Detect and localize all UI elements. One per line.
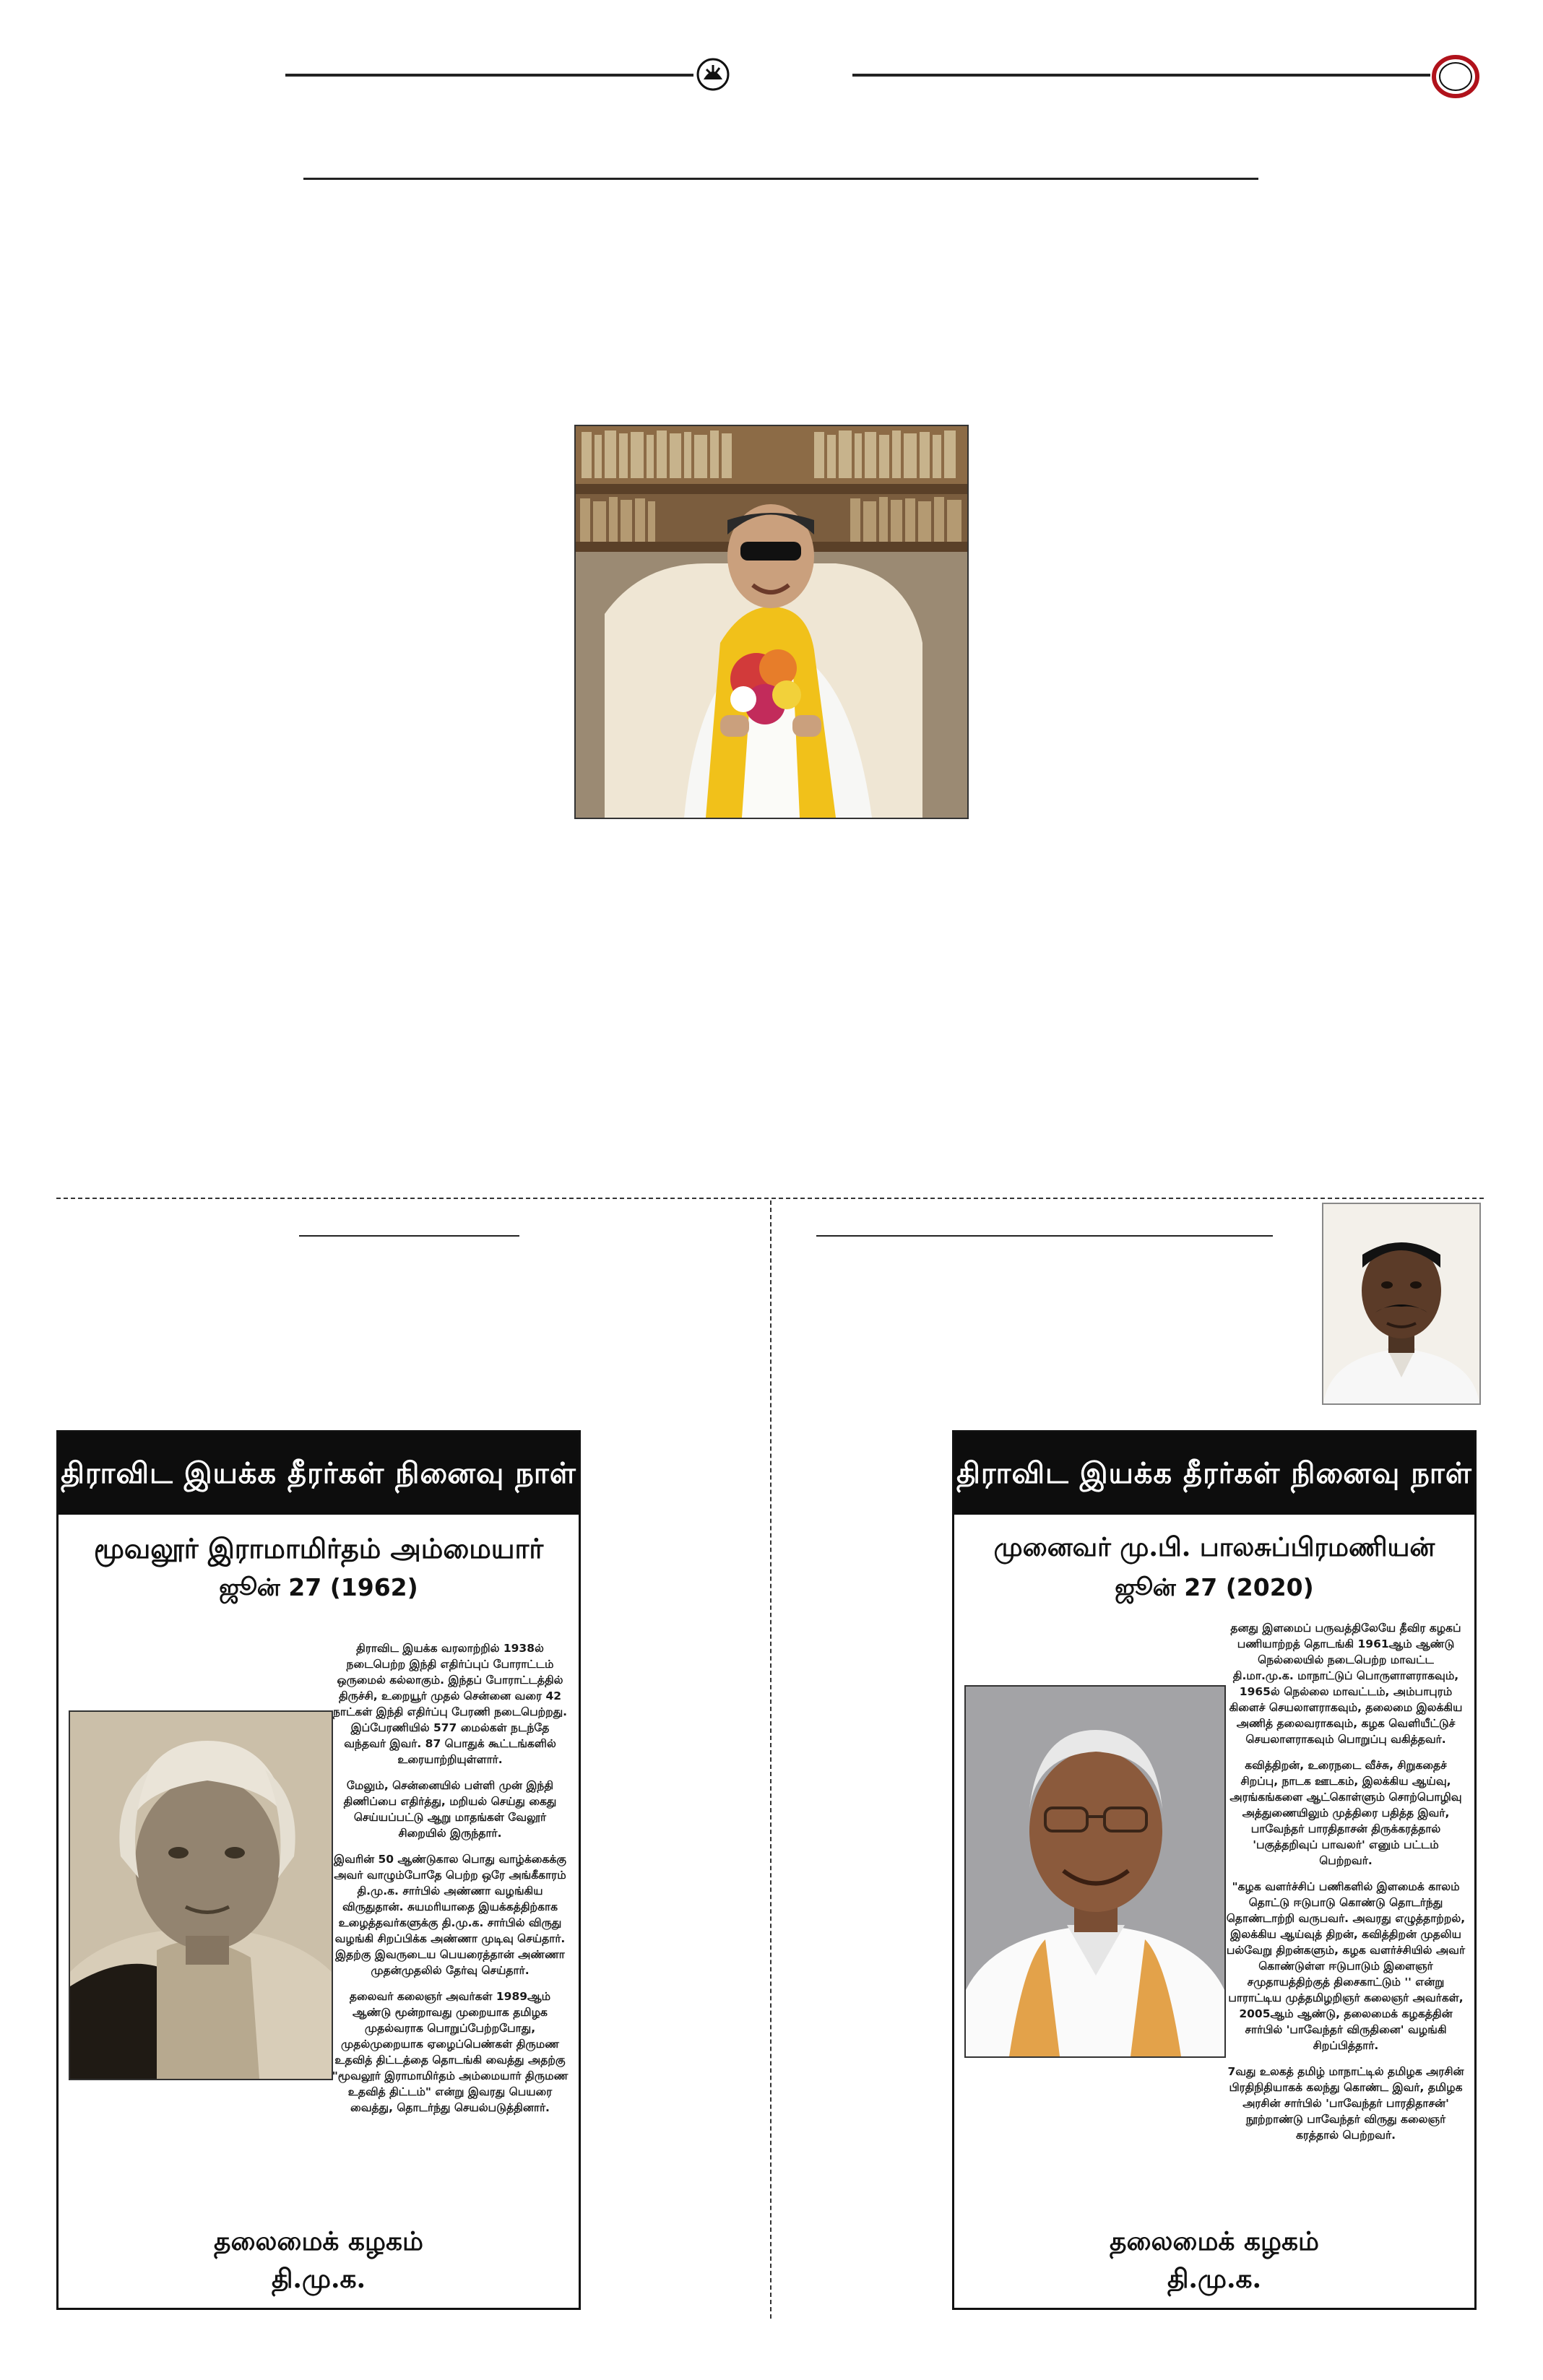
header-underline xyxy=(303,178,1258,180)
obituary-card-left xyxy=(56,1430,581,2310)
signature-line-1: தலைமைக் கழகம் xyxy=(1110,2226,1319,2256)
signature-line-1: தலைமைக் கழகம் xyxy=(214,2226,423,2256)
body-paragraph: கவித்திறன், உரைநடை வீச்சு, சிறுகதைச் சிறப்பு, நாடக ஊடகம், இலக்கிய ஆய்வு, அரங்கங்களை ஆட்கொள்ளும் சொற்பொழிவு அத்துணையிலும் முத்திரை பதித்த இவர், பாவேந்தர் பாரதிதாசன் திருக்கரத்தால் 'பகுத்தறிவுப் பாவலர்' எனும் பட்டம் பெற்றவர். xyxy=(1229,1759,1462,1867)
body-paragraph: "கழக வளர்ச்சிப் பணிகளில் இளமைக் காலம் தொட்டு ஈடுபாடு கொண்டு தொடர்ந்து தொண்டாற்றி வருபவர். அவரது எழுத்தாற்றல், இலக்கிய ஆய்வுத் திறன், கவித்திறன் முதலிய பல்வேறு திறன்களும், கழக வளர்ச்சியில் அவர் கொண்டுள்ள ஈடுபாடும் இளைஞர் சமுதாயத்திற்குத் திசைகாட்டும் '' என்று பாராட்டிய முத்தமிழறிஞர் கலைஞர் அவர்கள், 2005ஆம் ஆண்டு, தலைமைக் கழகத்தின் சார்பில் 'பாவேந்தர் விருதினை' வழங்கி சிறப்பித்தார். xyxy=(1226,1880,1466,2052)
person-name: மூவலூர் இராமாமிர்தம் அம்மையார் xyxy=(93,1532,544,1565)
card-body xyxy=(332,1640,569,2126)
top-portrait-photo xyxy=(574,425,969,819)
card-heading: திராவிட இயக்க தீரர்கள் நினைவு நாள் xyxy=(954,1432,1474,1515)
signature-org xyxy=(59,2223,579,2298)
body-paragraph: தனது இளமைப் பருவத்திலேயே தீவிர கழகப் பணியாற்றத் தொடங்கி 1961ஆம் ஆண்டு நெல்லையில் நடைபெற்ற மாவட்ட தி.மா.மு.க. மாநாட்டுப் பொருளாளராகவும், 1965ல் நெல்லை மாவட்டம், அம்பாபுரம் கிளைச் செயலாளராகவும், தலைமை இலக்கிய அணித் தலைவராகவும், கழக வெளியீட்டுச் செயலாளராகவும் பொறுப்பு வகித்தவர். xyxy=(1229,1622,1463,1746)
right-column-underline xyxy=(816,1235,1273,1237)
left-column-underline xyxy=(299,1235,519,1237)
body-paragraph: தலைவர் கலைஞர் அவர்கள் 1989ஆம் ஆண்டு மூன்றாவது முறையாக தமிழக முதல்வராக பொறுப்பேற்றபோது, முதல்முறையாக ஏழைப்பெண்கள் திருமண உதவித் திட்டத்தை தொடங்கி வைத்து அதற்கு "மூவலூர் இராமாமிர்தம் அம்மையார் திருமண உதவித் திட்டம்" என்று இவரது பெயரை வைத்து, தொடர்ந்து செயல்படுத்தினார். xyxy=(332,1990,569,2114)
body-paragraph: இவரின் 50 ஆண்டுகால பொது வாழ்க்கைக்கு அவர் வாழும்போதே பெற்ற ஒரே அங்கீகாரம் தி.மு.க. சார்பில் அண்ணா வழங்கிய விருதுதான். சுயமரியாதை இயக்கத்திற்காக உழைத்தவர்களுக்கு தி.மு.க. சார்பில் விருது வழங்கி சிறப்பிக்க அண்ணா முடிவு செய்தார். இதற்கு இவருடைய பெயரைத்தான் அண்ணா முதன்முதலில் தேர்வு செய்தார். xyxy=(334,1853,566,1977)
signature-org xyxy=(954,2223,1474,2298)
vertical-dashed-divider xyxy=(770,1200,772,2319)
small-portrait-photo xyxy=(1322,1203,1481,1405)
body-paragraph: 7வது உலகத் தமிழ் மாநாட்டில் தமிழக அரசின் பிரதிநிதியாகக் கலந்து கொண்ட இவர், தமிழக அரசின் சார்பில் 'பாவேந்தர் பாரதிதாசன்' நூற்றாண்டு பாவேந்தர் விருது கலைஞர் கரத்தால் பெற்றவர். xyxy=(1227,2065,1464,2142)
signature-line-2: தி.மு.க. xyxy=(271,2264,366,2294)
header-rule-right xyxy=(852,74,1430,77)
person-photo xyxy=(964,1685,1226,2058)
obituary-card-right xyxy=(952,1430,1477,2310)
red-ring-icon xyxy=(1430,53,1481,100)
body-paragraph: திராவிட இயக்க வரலாற்றில் 1938ல் நடைபெற்ற இந்தி எதிர்ப்புப் போராட்டம் ஒருமைல் கல்லாகும். இந்தப் போராட்டத்தில் திருச்சி, உறையூர் முதல் சென்னை வரை 42 நாட்கள் இந்தி எதிர்ப்பு பேரணி நடைபெற்றது. இப்பேரணியில் 577 மைல்கள் நடந்தே வந்தவர் இவர். 87 பொதுக் கூட்டங்களில் உரையாற்றியுள்ளார். xyxy=(332,1642,568,1766)
person-name: முனைவர் மு.பி. பாலசுப்பிரமணியன் xyxy=(993,1532,1435,1562)
body-paragraph: மேலும், சென்னையில் பள்ளி முன் இந்தி திணிப்பை எதிர்த்து, மறியல் செய்து கைது செய்யப்பட்டு ஆறு மாதங்கள் வேலூர் சிறையில் இருந்தார். xyxy=(343,1779,557,1840)
horizontal-dashed-divider xyxy=(56,1198,1484,1199)
card-body xyxy=(1226,1620,1466,2153)
header-rule-left xyxy=(285,74,693,77)
person-photo xyxy=(69,1710,333,2080)
death-date: ஜூன் 27 (2020) xyxy=(1115,1573,1314,1601)
death-date: ஜூன் 27 (1962) xyxy=(219,1573,418,1601)
card-heading: திராவிட இயக்க தீரர்கள் நினைவு நாள் xyxy=(59,1432,579,1515)
signature-line-2: தி.மு.க. xyxy=(1167,2264,1262,2294)
rising-sun-emblem-icon xyxy=(695,56,731,92)
